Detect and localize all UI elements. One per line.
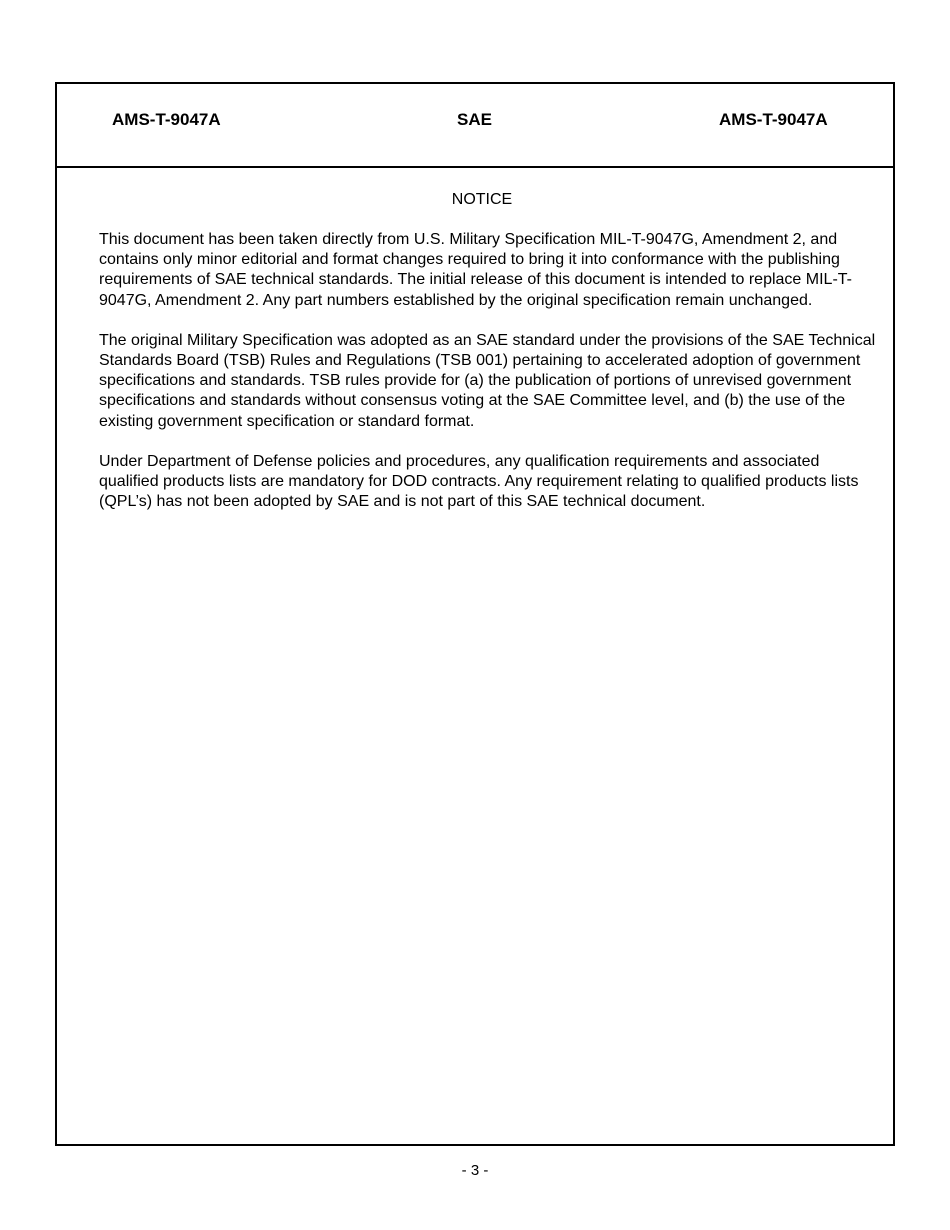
page-frame <box>55 82 895 1146</box>
header-doc-id-left: AMS-T-9047A <box>112 110 221 129</box>
page-number: - 3 - <box>461 1162 489 1179</box>
notice-paragraph-2: The original Military Specification was adopted as an SAE standard under the provisions of the SAE Technical Standards Board (TSB) Rules and Regulations (TSB 001) pertaining to accelerated adoption of government specifications and standards. TSB rules provide for (a) the publication of portions of unrevised government specifications and standards without consensus voting at the SAE Committee level, and (b) the use of the existing government specification or standard format. <box>99 331 876 430</box>
notice-paragraph-1: This document has been taken directly from U.S. Military Specification MIL-T-9047G, Amendment 2, and contains only minor editorial and format changes required to bring it into conformance with the publishing requirements of SAE technical standards. The initial release of this document is intended to replace MIL-T-9047G, Amendment 2. Any part numbers established by the original specification remain unchanged. <box>99 231 852 309</box>
notice-paragraph-3: Under Department of Defense policies and procedures, any qualification requirements and associated qualified products lists are mandatory for DOD contracts. Any requirement relating to qualified products lists (QPL’s) has not been adopted by SAE and is not part of this SAE technical document. <box>99 452 859 511</box>
page-header <box>57 84 893 168</box>
notice-body <box>99 230 879 532</box>
notice-heading: NOTICE <box>451 191 513 208</box>
header-org: SAE <box>457 110 492 129</box>
header-doc-id-right: AMS-T-9047A <box>719 110 828 129</box>
